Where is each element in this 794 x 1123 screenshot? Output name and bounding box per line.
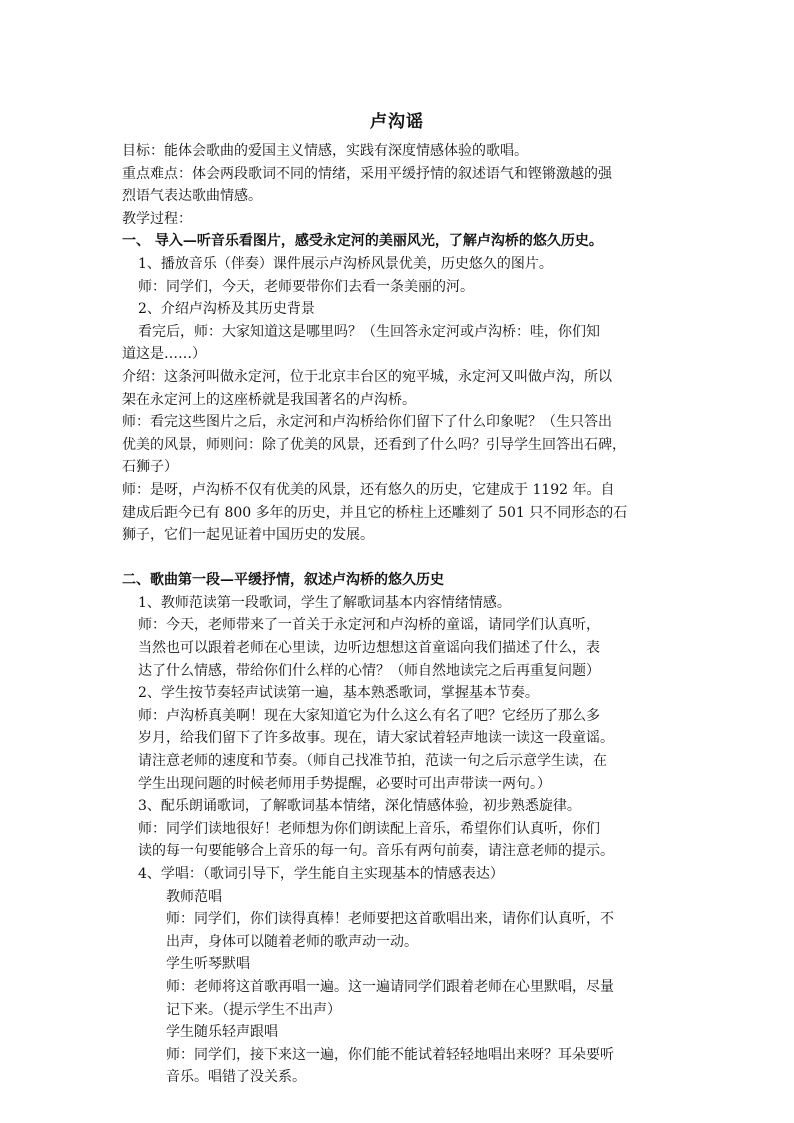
process-heading: 教学过程： <box>122 210 192 227</box>
section-2-teacher-3: 师：同学们读地很好！老师想为你们朗读配上音乐，希望你们认真听，你们 <box>138 820 600 837</box>
sing-step-3-text: 师：同学们，接下来这一遍，你们能不能试着轻轻地唱出来呀？耳朵要听 <box>166 1046 614 1063</box>
teacher-4-line-cont: 建成后距今已有 800 多年的历史，并且它的桥柱上还雕刻了 501 只不同形态的石 <box>122 504 628 521</box>
section-2-teacher-1: 师：今天，老师带来了一首关于永定河和卢沟桥的童谣，请同学们认真听， <box>138 617 600 634</box>
sing-step-2-text-cont: 记下来。（提示学生不出声） <box>166 1001 341 1018</box>
section-1-teacher-2-cont: 道这是……） <box>122 346 206 363</box>
section-2-step-1: 1、教师范读第一段歌词，学生了解歌词基本内容情绪情感。 <box>138 594 511 611</box>
section-1-teacher-2: 看完后，师：大家知道这是哪里吗？（生回答永定河或卢沟桥：哇，你们知 <box>138 323 600 340</box>
section-2-teacher-2-cont2: 请注意老师的速度和节奏。（师自己找准节拍，范读一句之后示意学生读，在 <box>138 753 607 770</box>
section-1-heading: 一、 导入—听音乐看图片，感受永定河的美丽风光，了解卢沟桥的悠久历史。 <box>122 233 603 250</box>
teacher-3-line: 师：看完这些图片之后，永定河和卢沟桥给你们留下了什么印象呢？（生只答出 <box>122 414 612 431</box>
sing-step-1-label: 教师范唱 <box>166 888 222 905</box>
section-2-step-2: 2、学生按节奏轻声试读第一遍，基本熟悉歌词，掌握基本节奏。 <box>138 685 539 702</box>
section-2-teacher-1-cont: 当然也可以跟着老师在心里读，边听边想想这首童谣向我们描述了什么，表 <box>138 640 600 657</box>
teacher-4-line: 师：是呀，卢沟桥不仅有优美的风景，还有悠久的历史，它建成于 1192 年。自 <box>122 481 615 498</box>
teacher-4-line-end: 狮子，它们一起见证着中国历史的发展。 <box>122 527 374 544</box>
section-1-teacher-1: 师：同学们，今天，老师要带你们去看一条美丽的河。 <box>138 278 474 295</box>
goal-line: 目标：能体会歌曲的爱国主义情感，实践有深度情感体验的歌唱。 <box>122 143 528 159</box>
sing-step-3-text-cont: 音乐。唱错了没关系。 <box>166 1069 306 1086</box>
teacher-3-line-cont: 优美的风景，师则问：除了优美的风景，还看到了什么吗？引导学生回答出石碑， <box>122 436 626 453</box>
section-1-step-2: 2、介绍卢沟桥及其历史背景 <box>138 301 315 318</box>
section-gap <box>0 547 794 570</box>
sing-step-2-text: 师：老师将这首歌再唱一遍。这一遍请同学们跟着老师在心里默唱，尽量 <box>166 978 614 995</box>
section-2-teacher-2-cont: 岁月，给我们留下了许多故事。现在，请大家试着轻声地读一读这一段童谣。 <box>138 730 614 747</box>
key-points-line: 重点难点：体会两段歌词不同的情绪，采用平缓抒情的叙述语气和铿锵激越的强 <box>122 165 612 182</box>
document-body <box>0 140 794 1089</box>
intro-line-cont: 架在永定河上的这座桥就是我国著名的卢沟桥。 <box>122 391 416 408</box>
sing-step-2-label: 学生听琴默唱 <box>166 956 250 973</box>
key-points-line-cont: 烈语气表达歌曲情感。 <box>122 188 262 205</box>
section-2-step-3: 3、配乐朗诵歌词，了解歌词基本情绪，深化情感体验，初步熟悉旋律。 <box>138 798 581 815</box>
sing-step-1-text: 师：同学们，你们读得真棒！老师要把这首歌唱出来，请你们认真听，不 <box>166 911 614 928</box>
section-2-step-4: 4、学唱：（歌词引导下，学生能自主实现基本的情感表达） <box>138 866 504 882</box>
section-2-teacher-1-end: 达了什么情感，带给你们什么样的心情？（师自然地读完之后再重复问题） <box>138 662 600 679</box>
intro-line: 介绍：这条河叫做永定河，位于北京丰台区的宛平城，永定河又叫做卢沟，所以 <box>122 368 612 385</box>
document-title: 卢沟谣 <box>370 112 424 132</box>
section-2-teacher-2-end: 学生出现问题的时候老师用手势提醒，必要时可出声带读一两句。） <box>138 775 551 792</box>
sing-step-3-label: 学生随乐轻声跟唱 <box>166 1024 278 1041</box>
section-2-teacher-3-end: 读的每一句要能够合上音乐的每一句。音乐有两句前奏，请注意老师的提示。 <box>138 843 614 860</box>
section-1-step-1: 1、播放音乐（伴奏）课件展示卢沟桥风景优美，历史悠久的图片。 <box>138 255 553 272</box>
teacher-3-line-end: 石狮子） <box>122 459 178 476</box>
section-2-teacher-2: 师：卢沟桥真美啊！现在大家知道它为什么这么有名了吧？它经历了那么多 <box>138 707 600 724</box>
section-2-heading: 二、歌曲第一段—平缓抒情，叙述卢沟桥的悠久历史 <box>122 572 444 589</box>
sing-step-1-text-cont: 出声，身体可以随着老师的歌声动一动。 <box>166 933 418 950</box>
